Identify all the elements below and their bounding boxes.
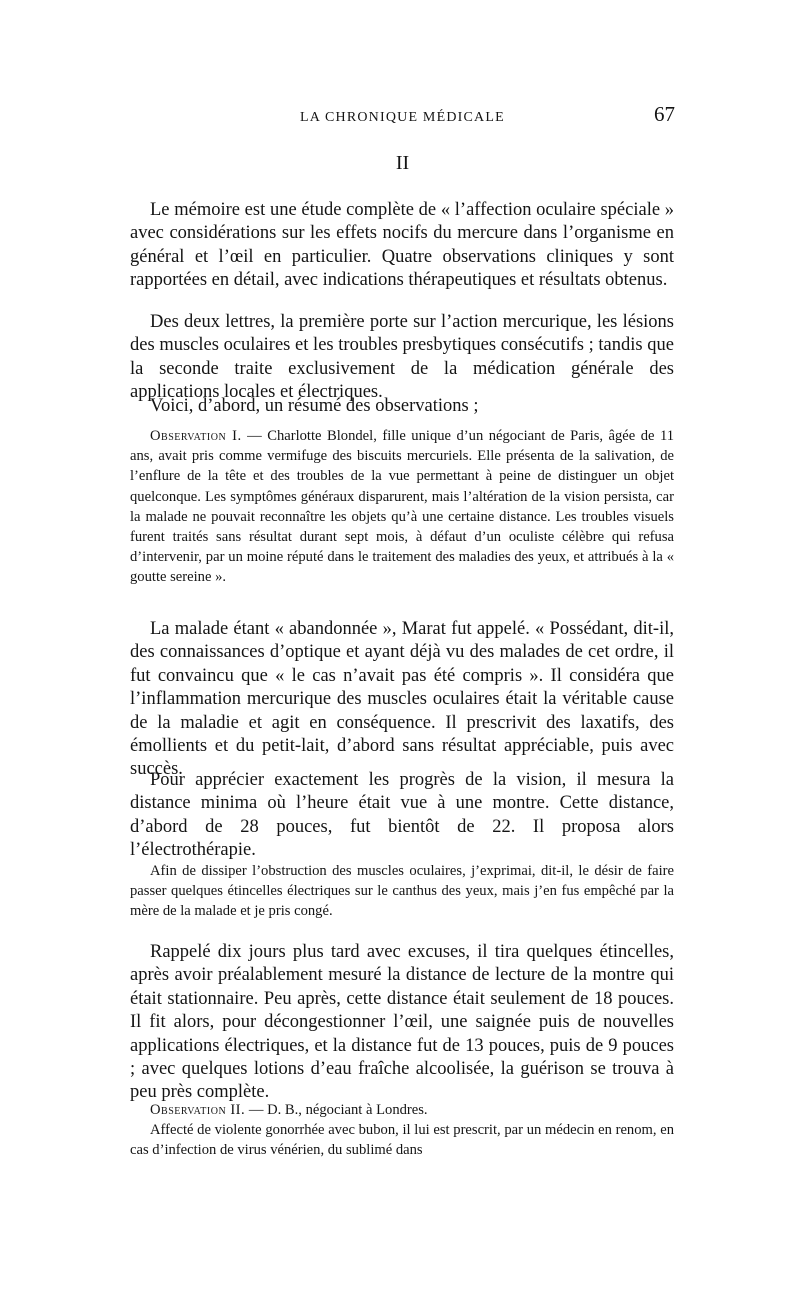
running-header (130, 102, 675, 132)
observation-1-label: Observation I. (150, 428, 242, 444)
observation-2 (130, 1100, 674, 1120)
observation-2-text: — D. B., négociant à Londres. (245, 1102, 428, 1118)
page-number: 67 (654, 102, 675, 126)
paragraph-recall: Rappelé dix jours plus tard avec excuses, il tira quelques étincelles, après avoir préalablement mesuré la distance de lecture de la montre qui était stationnaire. Peu après, cette distance était seulement de 18 pouces. Il fit alors, pour décongestionner l’œil, une saignée puis de nouvelles applications électriques, et la distance fut de 13 pouces, puis de 9 pouces ; avec quelques lotions d’eau fraîche alcoolisée, la guérison se trouva à peu près complète. (130, 942, 674, 1103)
observation-1-text: — Charlotte Blondel, fille unique d’un négociant de Paris, âgée de 11 ans, avait pris comme vermifuge des biscuits mercuriels. Elle présenta de la salivation, de l’enflure de la tête et des troubles de la vue permettant à peine de distinguer un objet quelconque. Les symptômes généraux disparurent, mais l’altération de la vision persista, car la malade ne pouvait reconnaître les objets qu’à une certaine distance. Les troubles visuels furent traités sans résultat durant sept mois, à défaut d’un oculiste célèbre qui refusa d’intervenir, par un moine réputé dans le traitement des maladies des yeux, et attribués à la « goutte sereine ». (130, 428, 675, 586)
observation-2-label: Observation II. (150, 1102, 246, 1118)
paragraph-letters: Des deux lettres, la première porte sur l’action mercurique, les lésions des muscles oculaires et les troubles presbytiques consécutifs ; tandis que la seconde traite exclusivement de la médication générale des applications locales et électriques. (130, 312, 674, 403)
paragraph-summary-intro: Voici, d’abord, un résumé des observations ; (150, 396, 479, 416)
running-title: LA CHRONIQUE MÉDICALE (300, 110, 505, 125)
paragraph-intro: Le mémoire est une étude complète de « l’affection oculaire spéciale » avec considérations sur les effets nocifs du mercure dans l’organisme en général et l’œil en particulier. Quatre observations cliniques y sont rapportées en détail, avec indications thérapeutiques et résultats obtenus. (130, 200, 674, 291)
paragraph-observation-2-body: Affecté de violente gonorrhée avec bubon, il lui est prescrit, par un médecin en renom, en cas d’infection de virus vénérien, du sublimé dans (130, 1122, 674, 1159)
quoted-passage: Afin de dissiper l’obstruction des muscles oculaires, j’exprimai, dit-il, le désir de faire passer quelques étincelles électriques sur le canthus des yeux, mais j’en fus empêché par la mère de la malade et je pris congé. (130, 863, 674, 920)
section-number: II (395, 152, 410, 174)
paragraph-marat-called: La malade étant « abandonnée », Marat fut appelé. « Possédant, dit-il, des connaissances d’optique et ayant déjà vu des malades de cet ordre, il fut convaincu que « le cas n’avait pas été compris ». Il considéra que l’inflammation mercurique des muscles oculaires était la véritable cause de la maladie et agit en conséquence. Il prescrivit des laxatifs, des émollients et du petit-lait, d’abord sans résultat appréciable, puis avec succès. (130, 619, 674, 780)
observation-1 (130, 426, 674, 588)
paragraph-vision-progress: Pour apprécier exactement les progrès de la vision, il mesura la distance minima où l’heure était vue à une montre. Cette distance, d’abord de 28 pouces, fut bientôt de 22. Il proposa alors l’électrothérapie. (130, 770, 674, 861)
